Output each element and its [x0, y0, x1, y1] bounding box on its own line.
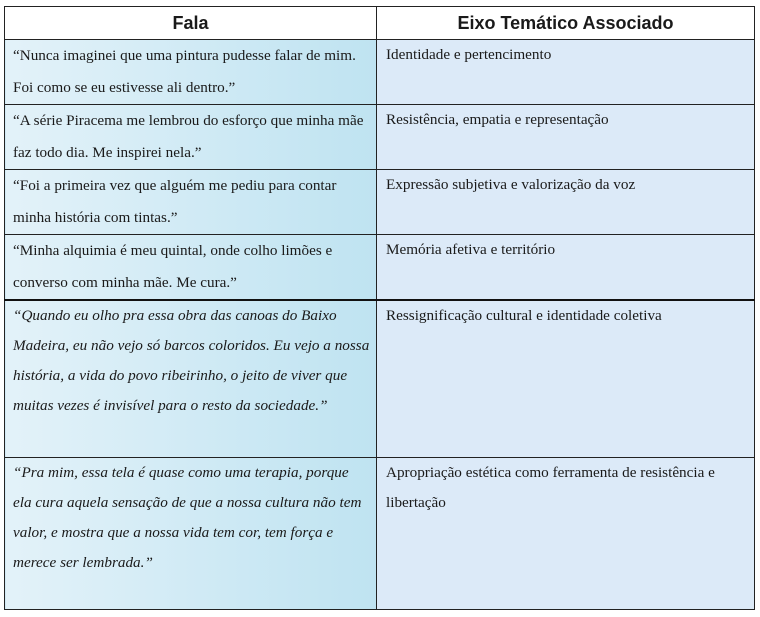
fala-cell: “Minha alquimia é meu quintal, onde colho limões e converso com minha mãe. Me cura.” — [5, 235, 377, 301]
fala-cell: “Pra mim, essa tela é quase como uma terapia, porque ela cura aquela sensação de que a nossa cultura não tem valor, e mostra que a nossa vida tem cor, tem força e merece ser lembrada.” — [5, 457, 377, 609]
header-row — [5, 7, 755, 40]
header-eixo: Eixo Temático Associado — [377, 7, 755, 40]
eixo-cell: Expressão subjetiva e valorização da voz — [377, 170, 755, 235]
eixo-cell: Apropriação estética como ferramenta de resistência e libertação — [377, 457, 755, 609]
quotes-table — [4, 6, 755, 610]
fala-cell: “Quando eu olho pra essa obra das canoas do Baixo Madeira, eu não vejo só barcos coloridos. Eu vejo a nossa história, a vida do povo ribeirinho, o jeito de viver que muitas vezes é invisível para o resto da sociedade.” — [5, 300, 377, 457]
eixo-cell: Memória afetiva e território — [377, 235, 755, 301]
table-row — [5, 300, 755, 457]
table-row — [5, 40, 755, 105]
eixo-cell: Ressignificação cultural e identidade coletiva — [377, 300, 755, 457]
eixo-cell: Resistência, empatia e representação — [377, 105, 755, 170]
table-row — [5, 105, 755, 170]
fala-cell: “A série Piracema me lembrou do esforço que minha mãe faz todo dia. Me inspirei nela.” — [5, 105, 377, 170]
fala-cell: “Nunca imaginei que uma pintura pudesse falar de mim. Foi como se eu estivesse ali dentro.” — [5, 40, 377, 105]
table-row — [5, 457, 755, 609]
header-fala: Fala — [5, 7, 377, 40]
fala-cell: “Foi a primeira vez que alguém me pediu para contar minha história com tintas.” — [5, 170, 377, 235]
table-row — [5, 235, 755, 301]
eixo-cell: Identidade e pertencimento — [377, 40, 755, 105]
table-row — [5, 170, 755, 235]
